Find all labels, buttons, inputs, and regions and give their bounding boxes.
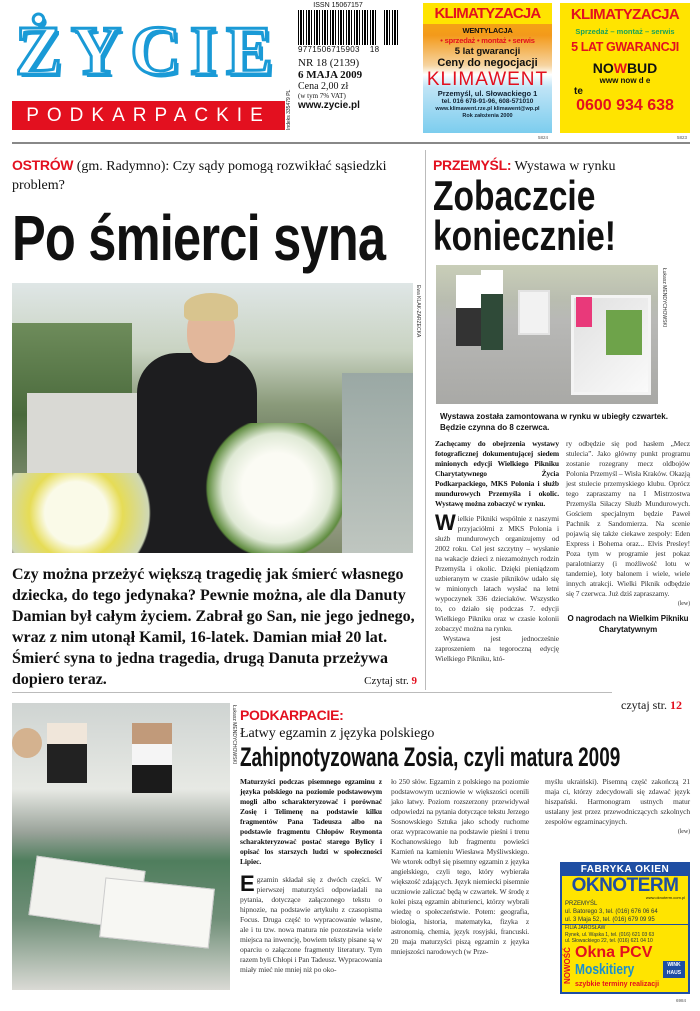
website-link[interactable]: www.zycie.pl [298, 100, 360, 111]
matura-photo [12, 703, 230, 990]
ad-new: NOWOŚĆ [563, 947, 572, 984]
ad-code: 6984 [676, 998, 687, 1003]
przemysl-caption: Wystawa została zamontowana w rynku w ubiegły czwartek. Będzie czynna do 8 czerwca. [440, 412, 668, 432]
main-lead: Czy można przeżyć większą tragedię jak śmierć własnego dziecka, do tego jedynaka? Pewnie można, ale dla Danuty Damian był całym życiem. Zabrał go San, nie jego jednego, wraz z nim utonął Kamil, 16-latek. Damian miał 20 lat. Śmierć syna to jedna tragedia, drugą Danuta przeżywa dopiero teraz. [12, 566, 415, 688]
matura-headline[interactable]: Zahipnotyzowana Zosia, czyli matura 2009 [240, 742, 621, 772]
ad-city: PRZEMYŚL [565, 901, 598, 907]
ad-founded: Rok założenia 2000 [462, 113, 513, 119]
ad-code: 5823 [677, 135, 688, 140]
ad-title: FABRYKA OKIEN [562, 864, 688, 876]
barcode-issue: 18 [369, 45, 380, 54]
ad-web: www.klimawent.rze.pl klimawent@wp.pl [435, 106, 540, 112]
ad-line: WENTYLACJA [462, 26, 513, 35]
ad-line: Ceny do negocjacji [437, 57, 538, 69]
ad-nowbud[interactable] [560, 3, 690, 133]
przemysl-kicker: PRZEMYŚL: Wystawa w rynku [433, 157, 616, 174]
divider [12, 142, 690, 144]
ad-product: Okna PCV [575, 944, 653, 961]
main-read-more[interactable]: Czytaj str. 9 [364, 675, 417, 687]
price: Cena 2,00 zł [298, 81, 349, 92]
masthead-logo [12, 8, 285, 130]
ad-code: 5824 [538, 135, 549, 140]
matura-column-1: Maturzyści podczas pisemnego egzaminu z języka polskiego na poziomie podstawowym mogli albo scharakteryzować i porównać Zosię i Telimenę na podstawie kilku fragmentów Pana Tadeusza albo na podstawie fragmentu Chłopów Reymonta scharakteryzować postać starego Bylicy i opisać los starszych ludzi w społeczności Lipiec. Egzamin składał się z dwóch części. W pierwszej maturzyści odpowiadali na pytania, dotyczące załączonego tekstu o hipnozie, na podstawie artykułu z czasopisma Focus. Druga część to wypracowanie własne, ale i tu tzw. nowa matura nie pozostawia wiele miejsca na inwencję, bowiem teksty pisane są w oparciu o załączone fragmenty literatury. Tym razem byli Chłopi i Pan Tadeusz. Wypracowania miały mieć nie mniej niż po oko- [240, 777, 382, 974]
ad-line: • sprzedaż • montaż • serwis [440, 36, 535, 45]
divider [425, 150, 426, 690]
przemysl-column-1: Zachęcamy do obejrzenia wystawy fotograficznej dokumentującej siedem minionych edycji Wielkiego Pikniku Charytatywnego Życia Podkarpackiego, MKS Polonia i służb mundurowych Przemyśla i okolic. Wystawę można zobaczyć w rynku. Wielkie Pikniki wspólnie z naszymi przyjaciółmi z MKS Polonia i służb mundurowych organizujemy od 2002 roku. Cel jest szczytny – wysłanie na wakacje dzieci z niezamożnych rodzin Przemyśla i okolic. Dzięki pieniądzom uzbieranym w czasie pikników udało się w minionych latach wysłać na letni wypoczynek 336 dzieciaków. Wszystko to, co działo się podczas 7. edycji Wielkiego Pikniku oraz w czasie kolonii zobaczyć można na rynku. Wystawa jest jednocześnie zaproszeniem na tegoroczną edycję Wielkiego Pikniku, któ- [435, 439, 559, 663]
issue-info [298, 2, 408, 111]
ad-oknoterm[interactable] [560, 862, 690, 994]
ad-brand: OKNOTERM [571, 875, 679, 896]
ad-address: ul. Słowackiego 22, tel. (016) 621 04 10 [565, 938, 653, 944]
matura-kicker: PODKARPACIE: [240, 707, 344, 723]
matura-column-3: myślu ukraiński). Pisemną część zakończą 21 maja ci, którzy zdecydowali się zdawać język hiszpański. Harmonogram ustnych matur ustalany jest przez przewodniczących szkolnych zespołów egzaminacyjnych. (lew) [545, 777, 690, 835]
ad-line: 5 lat gwarancji [454, 46, 521, 57]
ad-address: ul. Batorego 3, tel. (016) 676 06 64 [565, 909, 658, 915]
ad-title: KLIMATYZACJA [423, 3, 552, 24]
issue-date: 6 MAJA 2009 [298, 69, 363, 81]
main-headline[interactable]: Po śmierci syna [12, 202, 386, 274]
przemysl-teaser: O nagrodach na Wielkim Pikniku Charytatywnym [567, 614, 689, 634]
ad-te: te [574, 86, 583, 97]
logo-word: ŻYCIE [15, 13, 282, 90]
przemysl-read-more[interactable]: czytaj str. 12 [621, 698, 682, 712]
ad-address: Rynek, ul. Wąska 1, tel. (016) 621 03 63 [565, 932, 655, 938]
ad-klimawent[interactable] [423, 3, 552, 133]
ad-phone: 0600 934 638 [576, 97, 674, 114]
barcode-number: 9771506715903 [298, 45, 360, 54]
ad-new-wrap [563, 944, 573, 984]
ad-web: www.oknoterm.com.pl [645, 895, 685, 900]
ad-addresses [562, 900, 688, 944]
photo-credit: Łukasz MENDYCHOWSKI [231, 705, 237, 765]
logo-band: PODKARPACKIE [12, 101, 285, 130]
matura-column-2: ło 250 słów. Egzamin z polskiego na poziomie podstawowym uczniowie w większości ocenili jako łatwy. Poziom rozszerzony przewidywał odpowiedzi na pytania dotyczące tekstu Jerzego Sosnowskiego Sztuka jako schody ruchome oraz wypracowanie na podstawie pieśni i trenu Kochanowskiego lub fragmentu powieści Kamień na kamieniu Wiesława Myśliwskiego. We wtorek odbył się pisemny egzamin z języka angielskiego, czyli tego, który wybierała większość zdających. Język niemiecki pisemnie uczniowie zaliczać będą w czwartek. W środę z kolei piszą egzamin abiturienci, którzy wybrali wiedzę o społeczeństwie. Potem: geografia, biologia, historia, matematyka, fizyka z astronomią, chemia, język rosyjski, francuski. 20 maja maturzyści piszą egzamin z języka mniejszości narodowych (w Prze- [391, 777, 529, 956]
ad-address: Przemyśl, ul. Słowackiego 1 [437, 89, 538, 98]
ad-tagline: szybkie terminy realizacji [575, 981, 660, 988]
photo-credit: Łukasz MENDYCHOWSKI [661, 268, 667, 328]
ad-product: Moskitiery [575, 961, 635, 978]
przemysl-photo [436, 265, 658, 404]
barcode-group [298, 9, 408, 45]
ad-partner: WINK HAUS [663, 961, 685, 978]
matura-subtitle: Łatwy egzamin z języka polskiego [240, 726, 435, 741]
ad-title: KLIMATYZACJA [570, 6, 680, 23]
main-photo [12, 283, 413, 553]
index-code: Indeks 335479 PL [286, 89, 292, 130]
ad-brand: NOWBUD [592, 60, 658, 76]
photo-credit: Ewa KLAK-ZARZECKA [415, 285, 421, 338]
ad-brand: KLIMAWENT [426, 69, 549, 90]
ad-line: Sprzedaż – montaż – serwis [575, 27, 675, 36]
barcode-addon [384, 10, 398, 45]
barcode [298, 10, 378, 45]
przemysl-column-2: ry odbędzie się pod hasłem „Mecz stulecia”. Jako główny punkt programu zostanie rozegrany mecz oldbojów Polonia Przemyśl – Wisła Kraków. Okazją jest stulecie przemyskiego klubu. Oprócz tego zapraszamy na I Mistrzostwa Przemyśla Siłaczy Służb Mundurowych. Gościem specjalnym będzie Paweł Pachnik z Sandomierza. Na scenie pojawią się także ciekawe zespoły: Eden Express i Bohema oraz... Elvis Presley! Poza tym w programie jest pokaz paralotniarzy (i możliwość lotu w tandemie), loty balonem i wiele, wiele innych atrakcji. Wielki Piknik odbędzie się 7 czerwca. Już dziś zapraszamy. (lew) O nagrodach na Wielkim Pikniku Charytatywnym [566, 439, 690, 634]
issue-number: NR 18 (2139) [298, 57, 360, 69]
main-lead-block [12, 564, 417, 692]
issn: ISSN 15067157 [313, 2, 363, 9]
ad-city: FILIA JAROSŁAW [562, 924, 688, 932]
ad-address: ul. 3 Maja 52, tel. (016) 679 09 95 [565, 917, 655, 923]
divider [12, 692, 612, 693]
przemysl-headline[interactable]: Zobaczcie koniecznie! [433, 172, 616, 259]
vat-note: (w tym 7% VAT) [298, 92, 346, 100]
ad-phone: tel. 016 678-91-96, 608-571010 [441, 98, 534, 105]
main-kicker: OSTRÓW (gm. Radymno): Czy sądy pomogą rozwikłać sąsiedzki problem? [12, 157, 387, 193]
ad-web: www now d e [599, 76, 651, 85]
ad-line: 5 LAT GWARANCJI [571, 40, 679, 54]
